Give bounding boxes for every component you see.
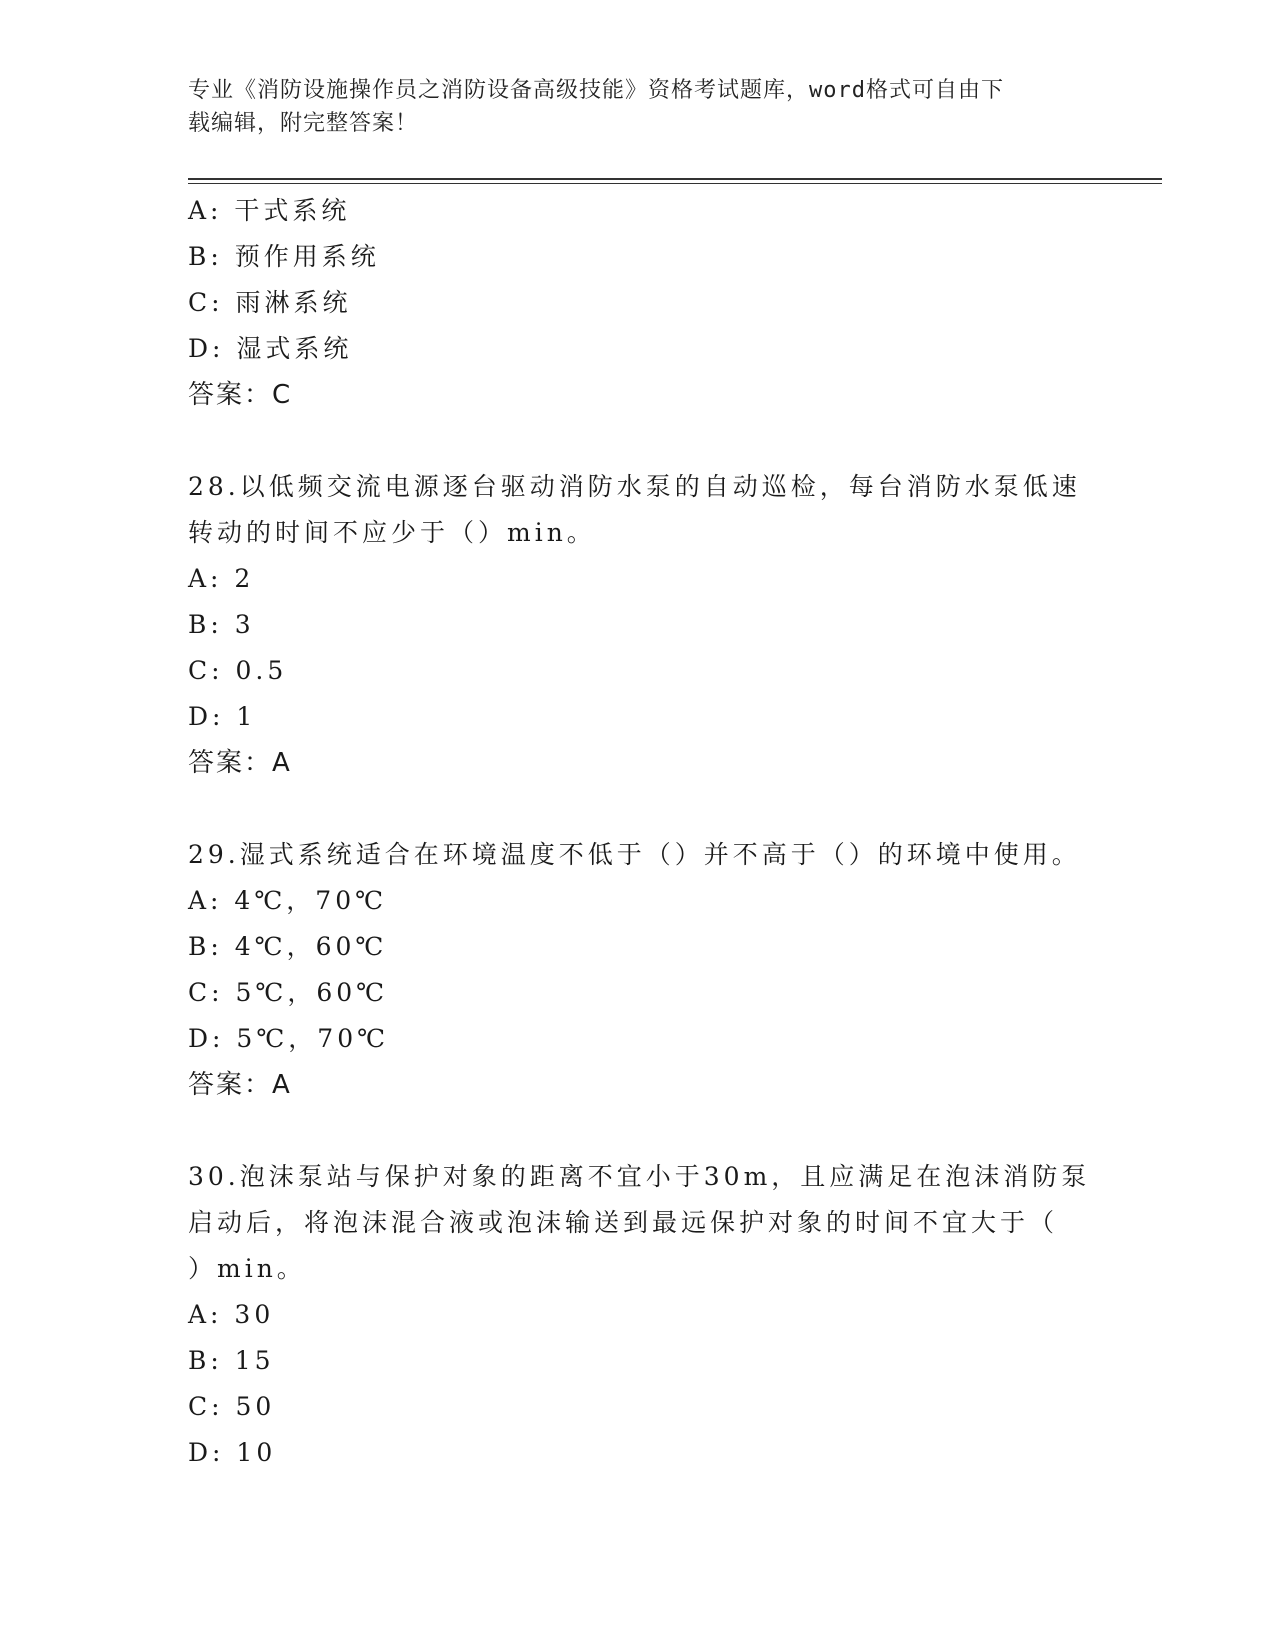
header-line-1: 专业《消防设施操作员之消防设备高级技能》资格考试题库，word格式可自由下 — [188, 78, 1004, 103]
question-27 — [188, 188, 1088, 418]
spacer — [188, 1108, 1088, 1154]
option-a: A: 4℃，70℃ — [188, 886, 388, 915]
option-a: A: 2 — [188, 564, 255, 593]
option-c: C: 雨淋系统 — [188, 288, 352, 317]
question-stem-line: 启动后，将泡沫混合液或泡沫输送到最远保护对象的时间不宜大于（ — [188, 1208, 1059, 1237]
option-a: A: 干式系统 — [188, 196, 351, 225]
question-stem-line: ）min。 — [188, 1254, 306, 1283]
document-header — [188, 74, 1068, 140]
answer: 答案：A — [188, 1070, 292, 1100]
option-b: B: 3 — [188, 610, 255, 639]
option-d: D: 1 — [188, 702, 257, 731]
option-b: B: 预作用系统 — [188, 242, 380, 271]
option-b: B: 4℃，60℃ — [188, 932, 388, 961]
question-list — [188, 188, 1091, 1476]
option-d: D: 湿式系统 — [188, 334, 353, 363]
option-d: D: 10 — [188, 1438, 277, 1467]
option-b: B: 15 — [188, 1346, 275, 1375]
question-stem-line: 28.以低频交流电源逐台驱动消防水泵的自动巡检，每台消防水泵低速 — [188, 472, 1081, 501]
spacer — [188, 786, 1088, 832]
option-c: C: 50 — [188, 1392, 276, 1421]
question-29 — [188, 832, 1088, 1108]
question-stem-line: 转动的时间不应少于（）min。 — [188, 518, 596, 547]
answer: 答案：A — [188, 748, 292, 778]
option-a: A: 30 — [188, 1300, 275, 1329]
question-28 — [188, 464, 1088, 786]
option-c: C: 5℃，60℃ — [188, 978, 389, 1007]
question-30 — [188, 1154, 1091, 1476]
question-stem-line: 29.湿式系统适合在环境温度不低于（）并不高于（）的环境中使用。 — [188, 840, 1081, 869]
option-d: D: 5℃，70℃ — [188, 1024, 390, 1053]
answer: 答案：C — [188, 380, 293, 410]
header-line-2: 载编辑，附完整答案！ — [188, 111, 419, 136]
spacer — [188, 418, 1088, 464]
header-divider — [188, 178, 1162, 184]
question-stem-line: 30.泡沫泵站与保护对象的距离不宜小于30m，且应满足在泡沫消防泵 — [188, 1162, 1091, 1191]
option-c: C: 0.5 — [188, 656, 288, 685]
